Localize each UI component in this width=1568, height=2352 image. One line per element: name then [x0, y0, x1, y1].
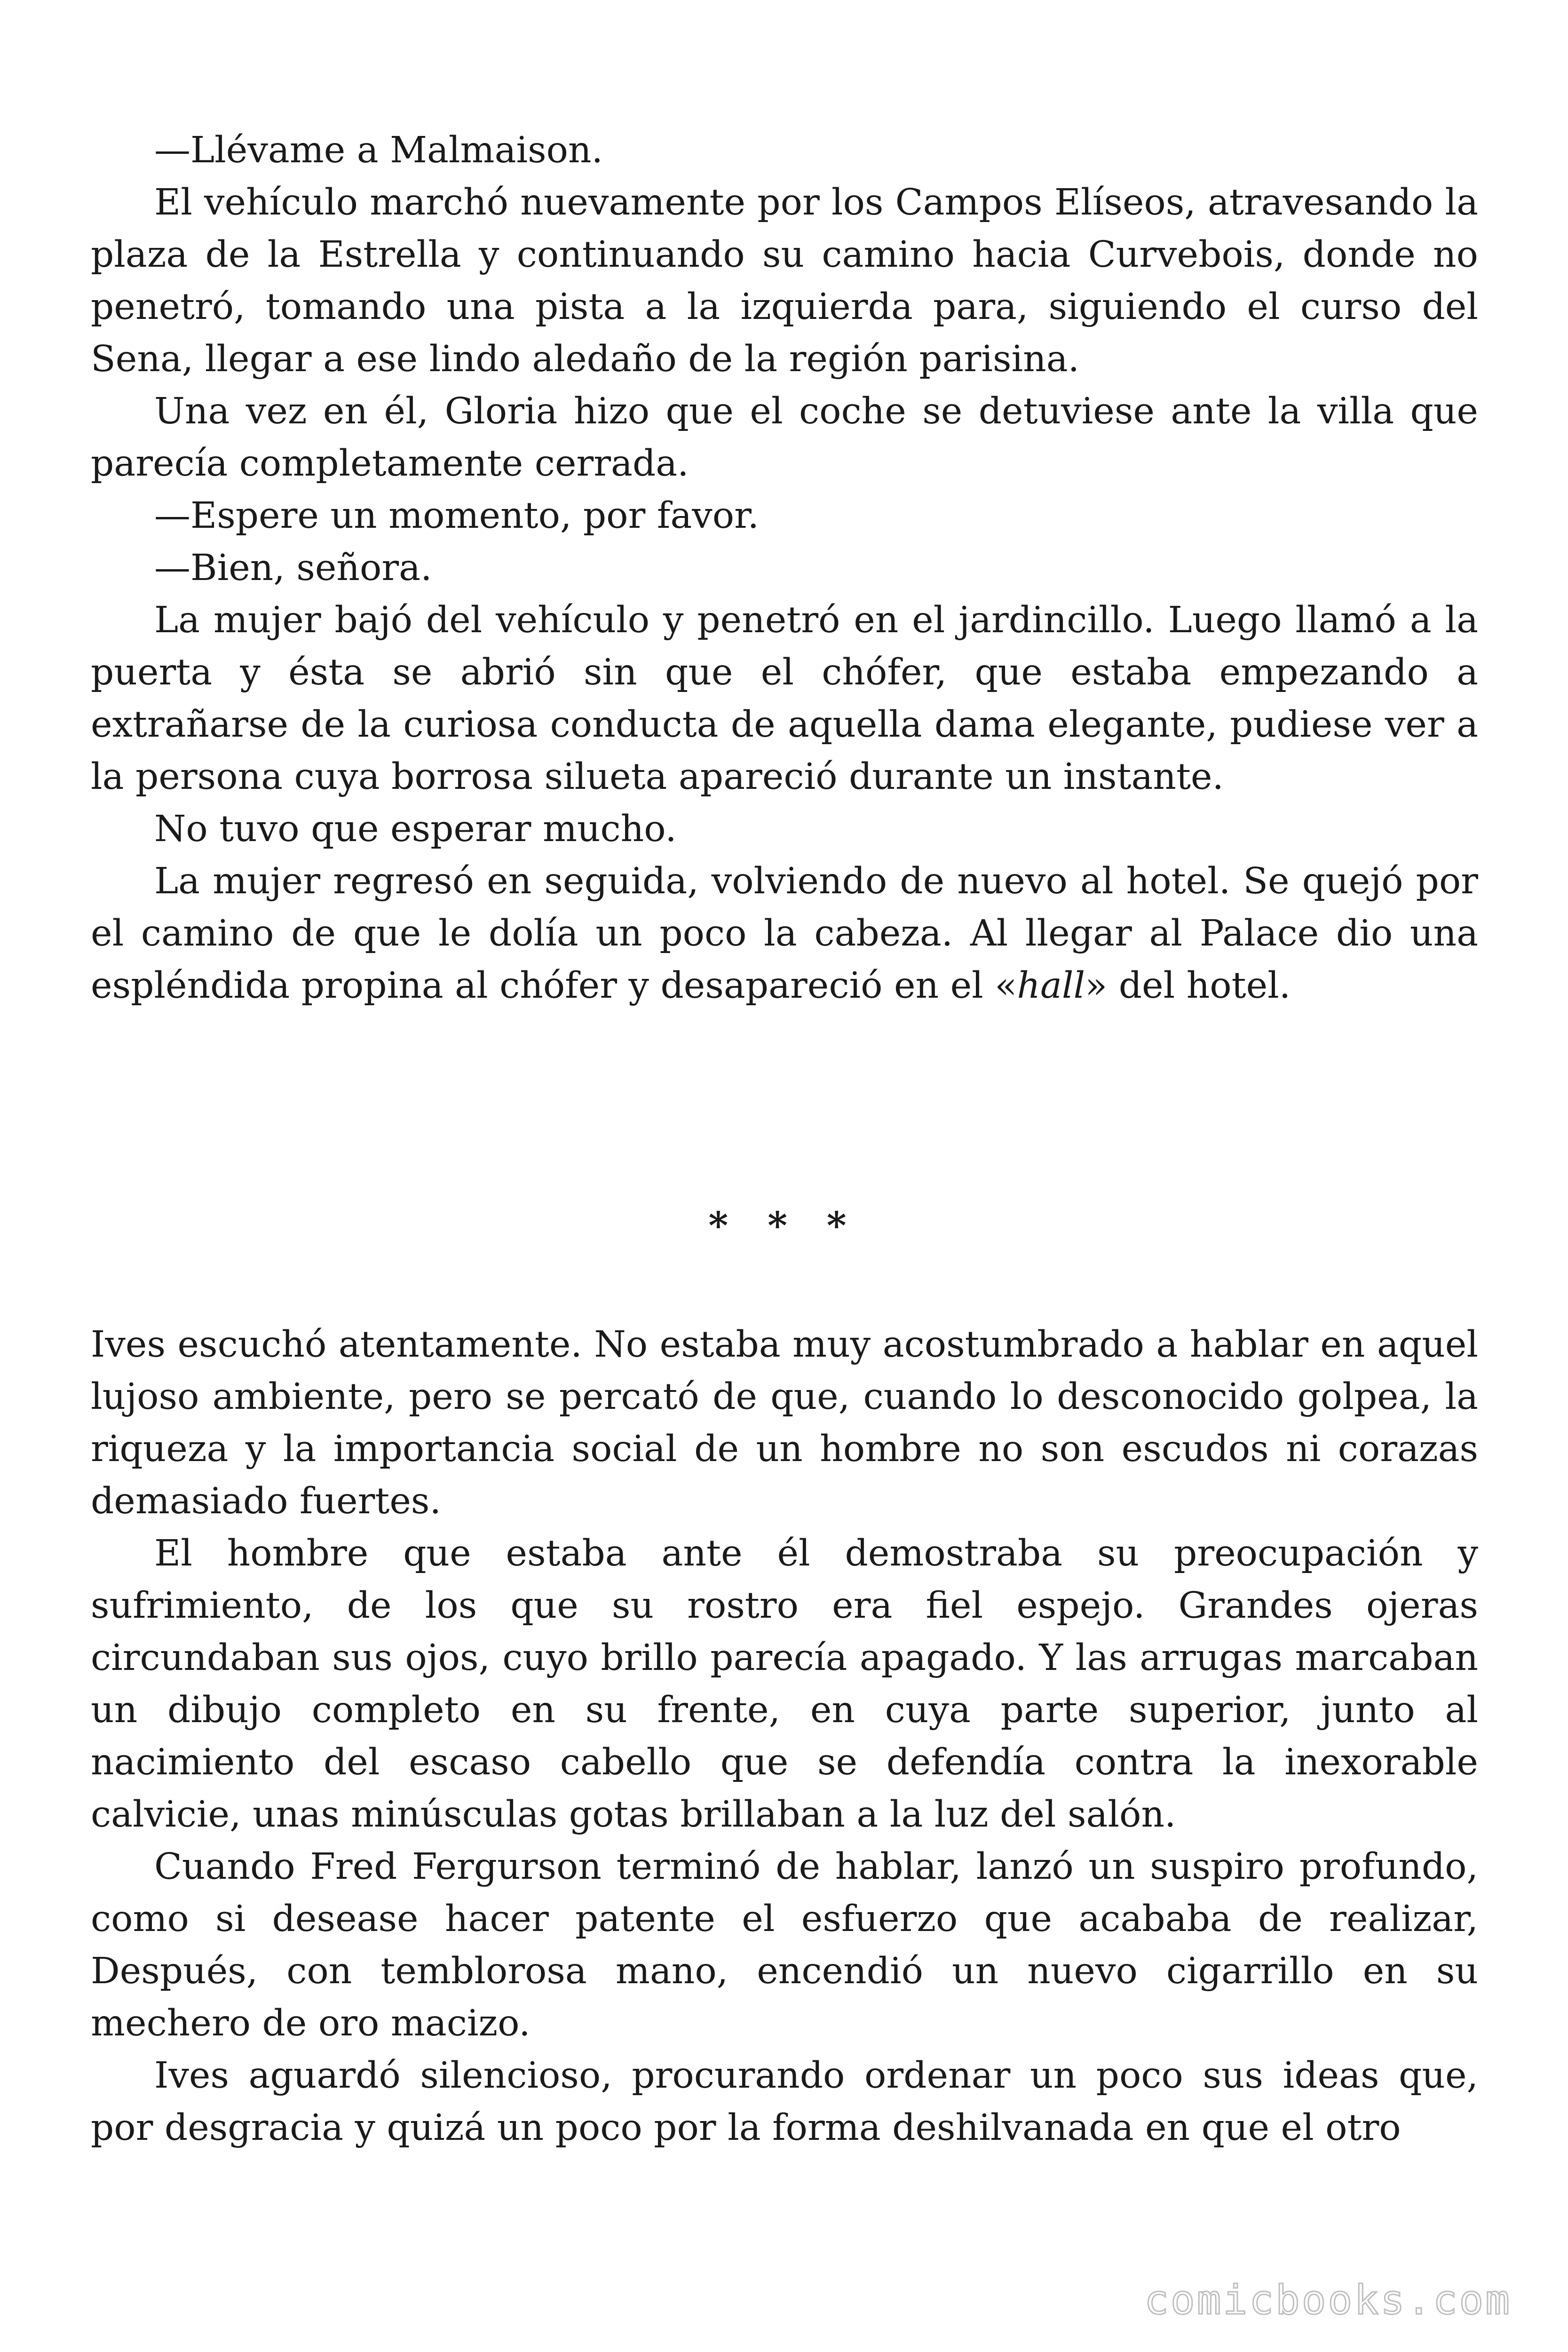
paragraph: Una vez en él, Gloria hizo que el coche se detuviese ante la villa que parecía completamente cerrada. — [91, 390, 1478, 485]
paragraph-text: La mujer regresó en seguida, volviendo de nuevo al hotel. Se quejó por el camino de que le dolía un poco la cabeza. Al llegar al Palace dio una espléndida propina al chófer y desapareció en el « — [91, 860, 1478, 1007]
paragraph: No tuvo que esperar mucho. — [154, 808, 677, 850]
paragraph: Ives aguardó silencioso, procurando ordenar un poco sus ideas que, por desgracia y quizá un poco por la forma deshilvanada en que el otro — [91, 2055, 1478, 2149]
text-block-bottom — [91, 1319, 1478, 2154]
watermark: comicbooks.com — [1144, 2277, 1512, 2324]
paragraph: El hombre que estaba ante él demostraba su preocupación y sufrimiento, de los que su rostro era fiel espejo. Grandes ojeras circundaban sus ojos, cuyo brillo parecía apagado. Y las arrugas marcaban un dibujo completo en su frente, en cuya parte superior, junto al nacimiento del escaso cabello que se defendía contra la inexorable calvicie, unas minúsculas gotas brillaban a la luz del salón. — [91, 1533, 1478, 1836]
paragraph: Cuando Fred Fergurson terminó de hablar, lanzó un suspiro profundo, como si desease hacer patente el esfuerzo que acababa de realizar, Después, con temblorosa mano, encendió un nuevo cigarrillo en su mechero de oro macizo. — [91, 1846, 1478, 2044]
paragraph — [91, 855, 1478, 1012]
paragraph: —Bien, señora. — [154, 547, 432, 589]
paragraph: —Llévame a Malmaison. — [154, 129, 603, 171]
paragraph: —Espere un momento, por favor. — [154, 495, 759, 537]
paragraph: La mujer bajó del vehículo y penetró en el jardincillo. Luego llamó a la puerta y ésta se abrió sin que el chófer, que estaba empezando a extrañarse de la curiosa conducta de aquella dama elegante, pudiese ver a la persona cuya borrosa silueta apareció durante un instante. — [91, 599, 1478, 798]
paragraph: El vehículo marchó nuevamente por los Campos Elíseos, atravesando la plaza de la Estrella y continuando su camino hacia Curvebois, donde no penetró, tomando una pista a la izquierda para, siguiendo el curso del Sena, llegar a ese lindo aledaño de la región parisina. — [91, 182, 1478, 380]
paragraph: Ives escuchó atentamente. No estaba muy acostumbrado a hablar en aquel lujoso ambiente, pero se percató de que, cuando lo desconocido golpea, la riqueza y la importancia social de un hombre no son escudos ni corazas demasiado fuertes. — [91, 1324, 1478, 1522]
text-block-top — [91, 124, 1478, 1012]
italic-word: hall — [1017, 965, 1085, 1007]
section-separator: * * * — [708, 1203, 860, 1248]
paragraph-text: » del hotel. — [1085, 965, 1291, 1007]
